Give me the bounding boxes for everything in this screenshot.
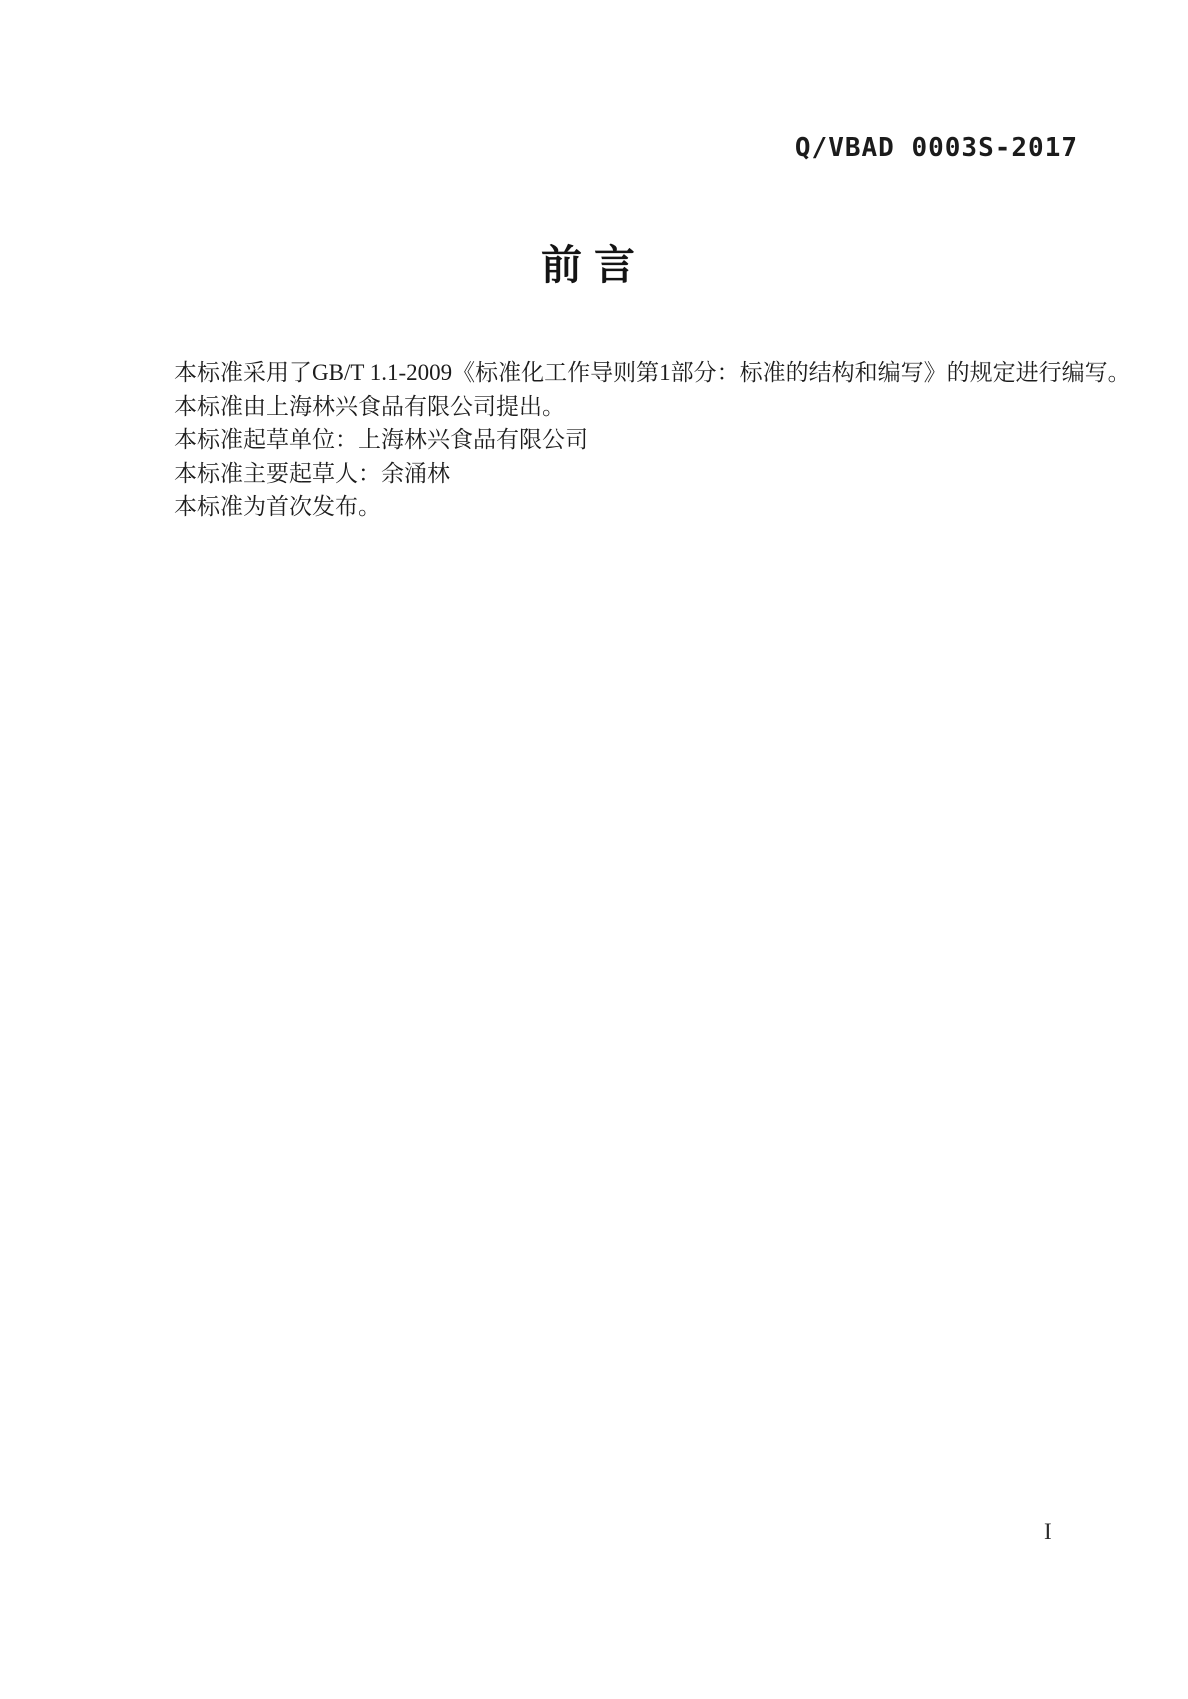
page-number: I xyxy=(1044,1519,1052,1544)
foreword-line: 本标准采用了GB/T 1.1-2009《标准化工作导则第1部分：标准的结构和编写》的规定进行编写。 xyxy=(174,360,1131,385)
foreword-line: 本标准为首次发布。 xyxy=(174,494,381,519)
foreword-line: 本标准由上海林兴食品有限公司提出。 xyxy=(174,393,565,419)
standard-code-header: Q/VBAD 0003S-2017 xyxy=(794,133,1078,163)
foreword-line: 本标准起草单位：上海林兴食品有限公司 xyxy=(174,427,588,452)
page-title: 前言 xyxy=(541,242,647,288)
foreword-line: 本标准主要起草人：余涌林 xyxy=(174,460,450,486)
foreword-body xyxy=(174,356,1131,524)
